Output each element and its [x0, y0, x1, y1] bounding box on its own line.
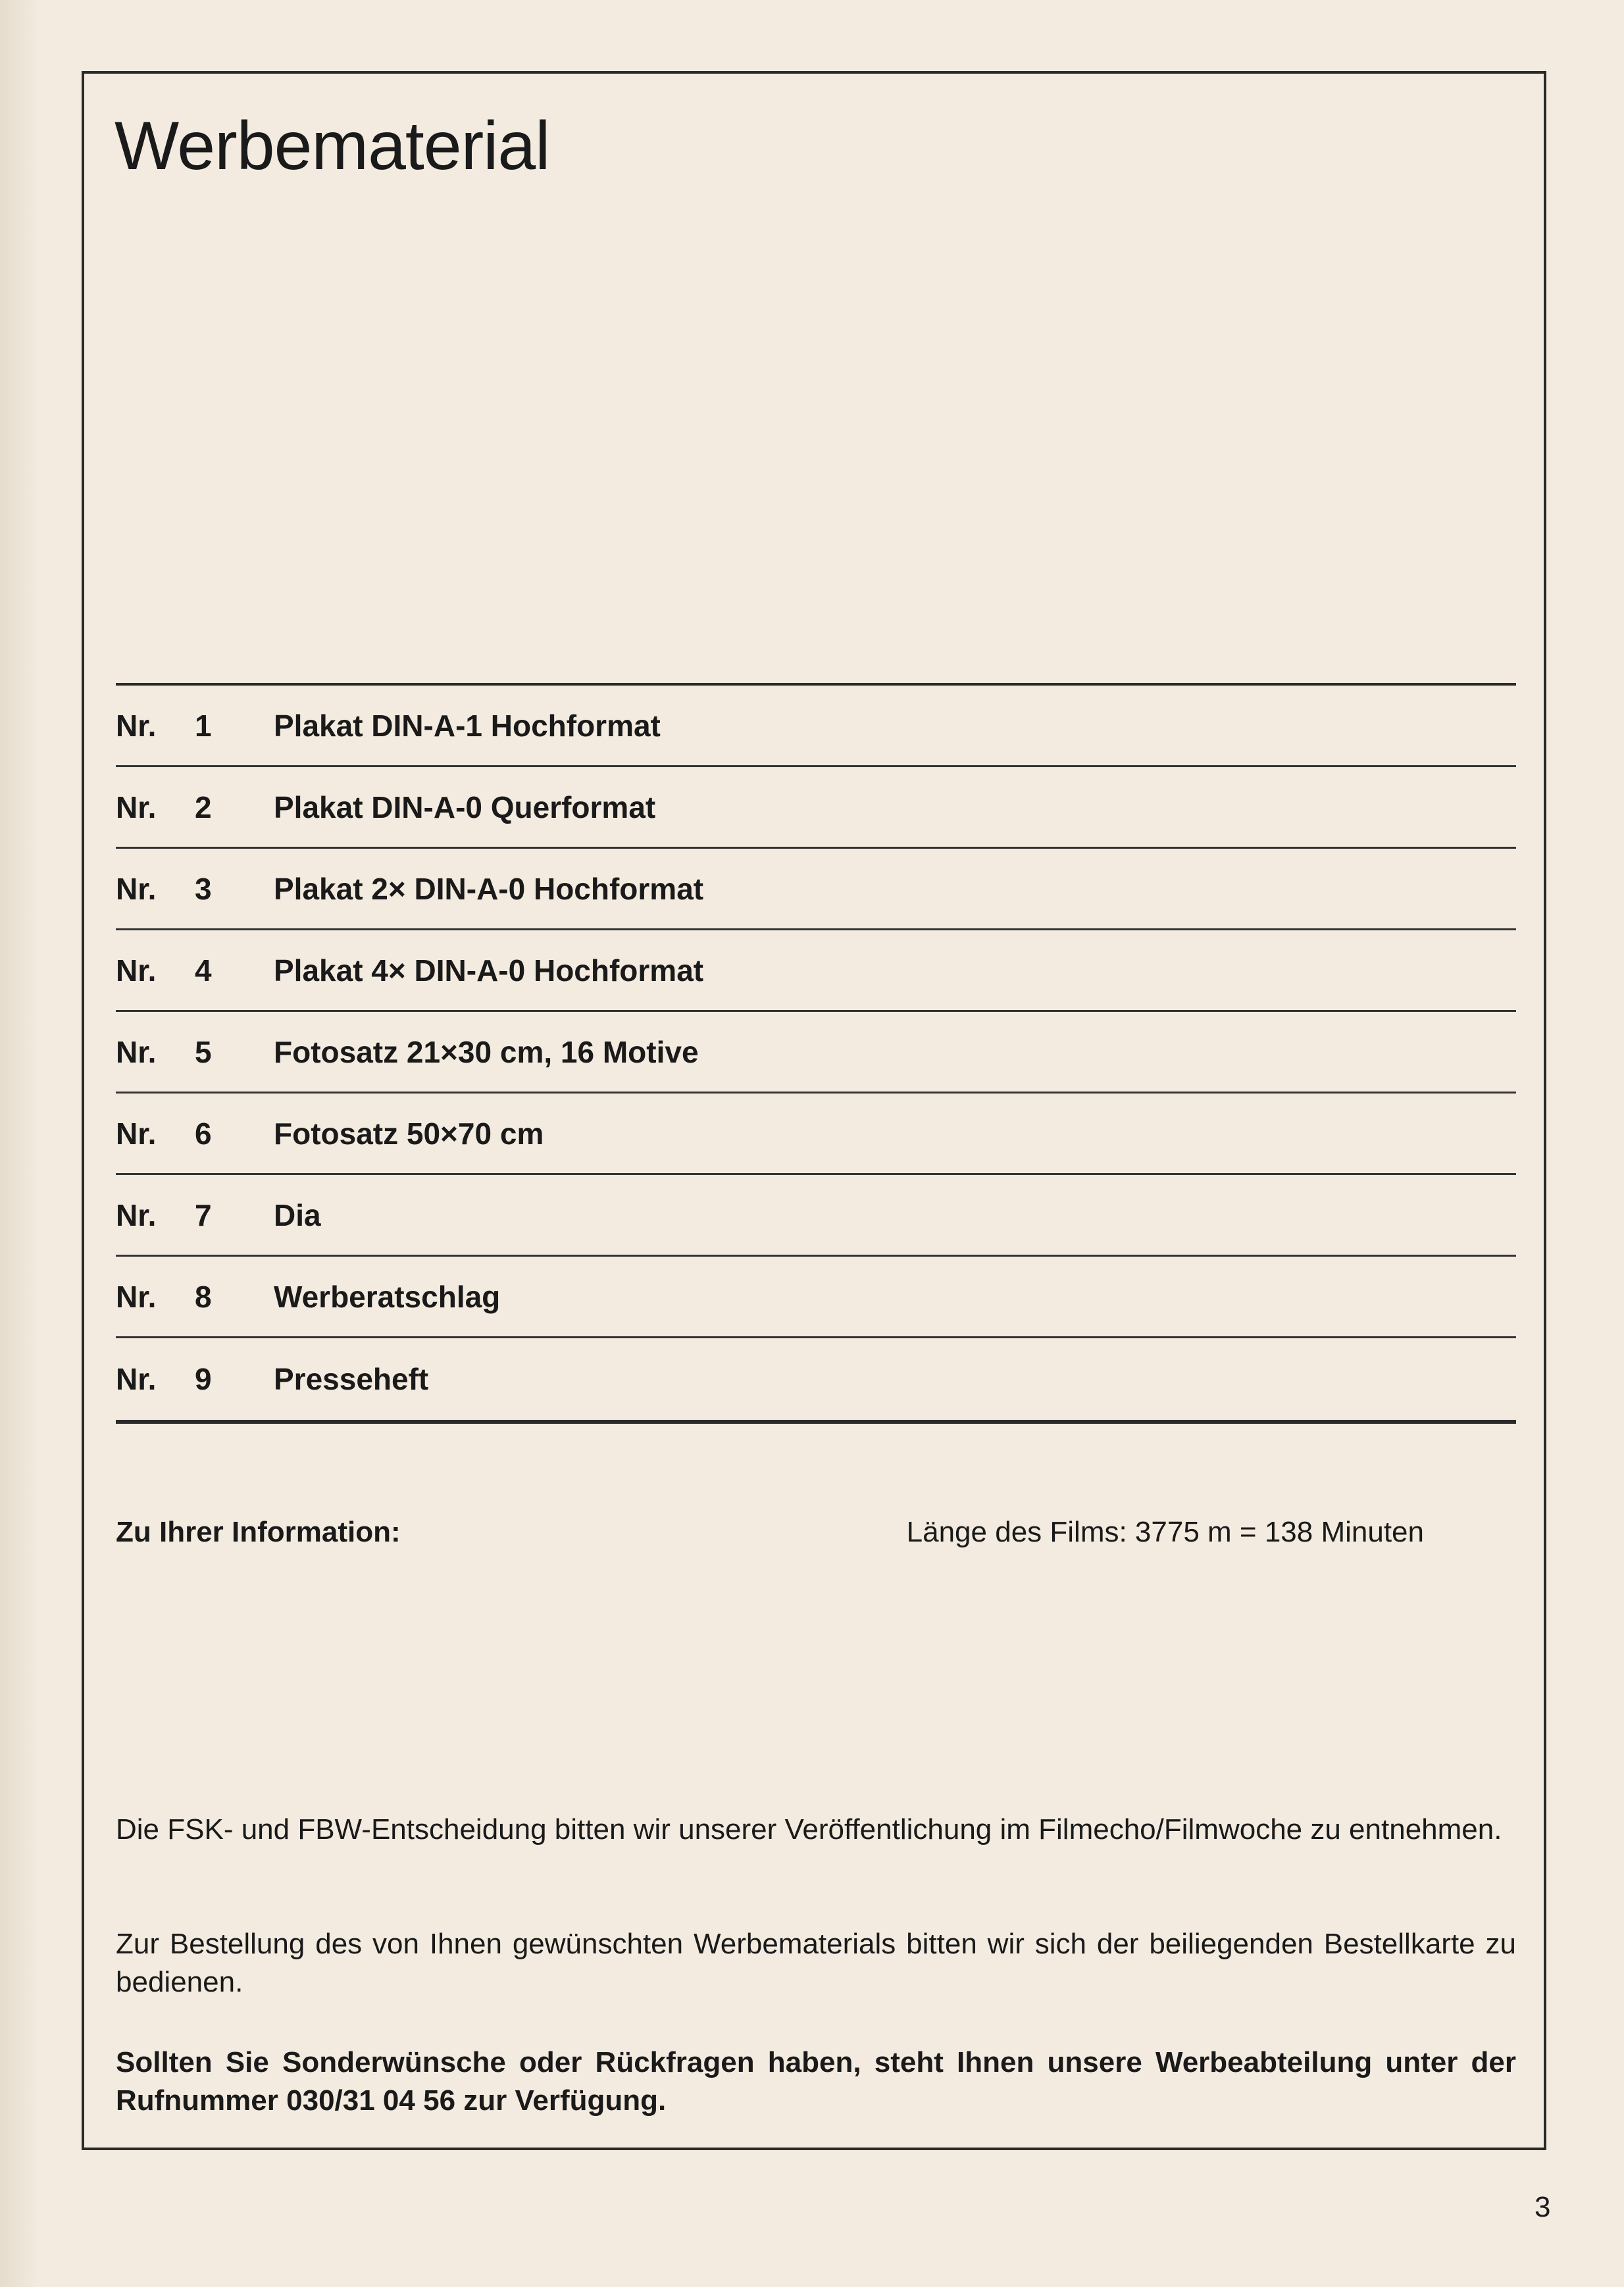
- item-nr-label: Nr.: [116, 953, 157, 988]
- item-number: 5: [195, 1034, 212, 1069]
- item-nr-label: Nr.: [116, 1197, 157, 1232]
- item-label: Fotosatz 50×70 cm: [274, 1116, 544, 1151]
- material-list: [116, 683, 1516, 1424]
- item-number: 6: [195, 1116, 212, 1151]
- item-label: Plakat 2× DIN-A-0 Hochformat: [274, 871, 704, 906]
- fsk-note: Die FSK- und FBW-Entscheidung bitten wir unserer Veröffentlichung im Filmecho/Filmwoche zu entnehmen.: [116, 1813, 1502, 1846]
- list-item: [116, 767, 1516, 849]
- item-nr-label: Nr.: [116, 871, 157, 906]
- item-label: Plakat 4× DIN-A-0 Hochformat: [274, 953, 704, 988]
- content-frame: [82, 71, 1546, 2150]
- item-label: Fotosatz 21×30 cm, 16 Motive: [274, 1034, 699, 1069]
- film-length: Länge des Films: 3775 m = 138 Minuten: [906, 1516, 1424, 1548]
- list-item: [116, 1093, 1516, 1175]
- item-label: Werberatschlag: [274, 1279, 501, 1314]
- film-info: [116, 1516, 1516, 1549]
- list-item: [116, 1338, 1516, 1420]
- contact-note: Sollten Sie Sonderwünsche oder Rückfragen haben, steht Ihnen unsere Werbeabteilung unter der Rufnummer 030/31 04 56 zur Verfügung.: [116, 2046, 1516, 2117]
- item-label: Plakat DIN-A-1 Hochformat: [274, 708, 661, 743]
- item-number: 9: [195, 1362, 212, 1396]
- item-label: Dia: [274, 1197, 321, 1232]
- list-item: [116, 1257, 1516, 1338]
- item-number: 4: [195, 953, 212, 988]
- list-item: [116, 686, 1516, 767]
- item-nr-label: Nr.: [116, 1116, 157, 1151]
- item-nr-label: Nr.: [116, 1279, 157, 1314]
- item-number: 3: [195, 871, 212, 906]
- item-number: 7: [195, 1197, 212, 1232]
- item-nr-label: Nr.: [116, 1034, 157, 1069]
- item-number: 1: [195, 708, 212, 743]
- list-item: [116, 849, 1516, 930]
- item-nr-label: Nr.: [116, 1362, 157, 1396]
- item-label: Plakat DIN-A-0 Querformat: [274, 790, 656, 824]
- item-number: 8: [195, 1279, 212, 1314]
- page-number: 3: [1535, 2191, 1551, 2223]
- paper-edge: [0, 0, 39, 2287]
- list-item: [116, 1012, 1516, 1093]
- order-note: Zur Bestellung des von Ihnen gewünschten Werbematerials bitten wir sich der beiliegenden Bestellkarte zu bedienen.: [116, 1928, 1516, 1998]
- list-item: [116, 930, 1516, 1012]
- item-nr-label: Nr.: [116, 790, 157, 824]
- list-item: [116, 1175, 1516, 1257]
- info-heading: Zu Ihrer Information:: [116, 1516, 401, 1548]
- item-number: 2: [195, 790, 212, 824]
- item-nr-label: Nr.: [116, 708, 157, 743]
- item-label: Presseheft: [274, 1362, 429, 1396]
- page-title: Werbematerial: [114, 108, 550, 184]
